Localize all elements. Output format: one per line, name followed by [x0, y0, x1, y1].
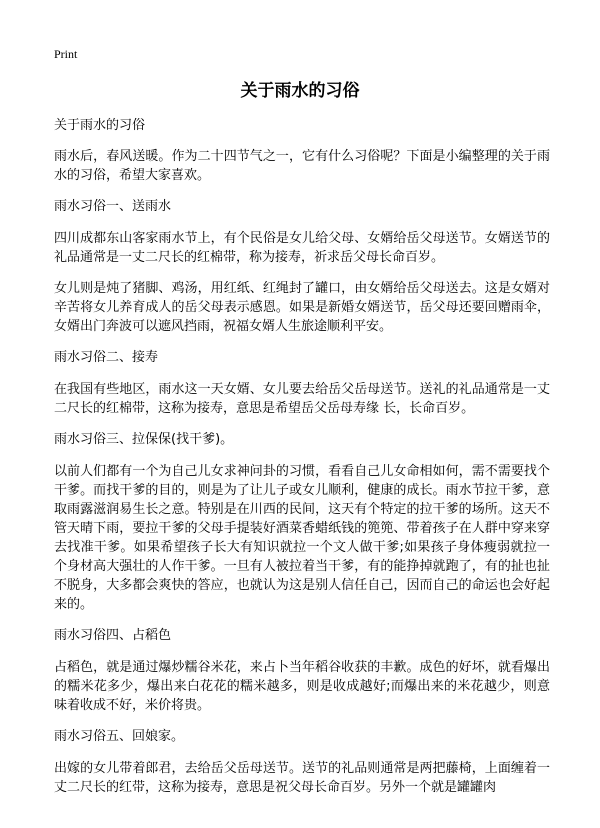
custom-2-heading: 雨水习俗二、接寿 — [54, 350, 159, 365]
custom-1-heading: 雨水习俗一、送雨水 — [54, 199, 172, 214]
page-title: 关于雨水的习俗 — [240, 81, 360, 101]
custom-3-heading: 雨水习俗三、拉保保(找干爹)。 — [54, 432, 234, 447]
custom-4-heading: 雨水习俗四、占稻色 — [54, 628, 172, 643]
print-link[interactable]: Print — [54, 47, 78, 61]
custom-4-paragraph: 占稻色，就是通过爆炒糯谷米花，来占卜当年稻谷收获的丰歉。成色的好坏，就看爆出的糯米花多少，爆出来白花花的糯米越多，则是收成越好;而爆出来的米花越少，则意味着收成不好，米价将贵。 — [54, 660, 550, 713]
custom-1-paragraph-1: 四川成都东山客家雨水节上，有个民俗是女儿给父母、女婿给岳父母送节。女婿送节的礼品通常是一丈二尺长的红棉带，称为接寿，祈求岳父母长命百岁。 — [54, 231, 550, 265]
custom-3-paragraph: 以前人们都有一个为自己儿女求神问卦的习惯，看看自己儿女命相如何，需不需要找个干爹。而找干爹的目的，则是为了让儿子或女儿顺利，健康的成长。雨水节拉干爹，意取雨露滋润易生长之意。特别是在川西的民间，这天有个特定的拉干爹的场所。这天不管天晴下雨，要拉干爹的父母手提装好酒菜香蜡纸钱的篼篼、带着孩子在人群中穿来穿去找准干爹。如果希望孩子长大有知识就拉一个文人做干爹;如果孩子身体瘦弱就拉一个身材高大强壮的人作干爹。一旦有人被拉着当干爹，有的能挣掉就跑了，有的扯也扯不脱身，大多都会爽快的答应，也就认为这是别人信任自己，因而自己的命运也会好起来的。 — [54, 464, 550, 612]
custom-5-paragraph: 出嫁的女儿带着郎君，去给岳父岳母送节。送节的礼品则通常是两把藤椅，上面缠着一丈二尺长的红带，这称为接寿，意思是祝父母长命百岁。另外一个就是罐罐肉 — [54, 761, 550, 795]
custom-5-heading: 雨水习俗五、回娘家。 — [54, 729, 185, 744]
intro-paragraph: 雨水后，春风送暖。作为二十四节气之一，它有什么习俗呢？下面是小编整理的关于雨水的习俗，希望大家喜欢。 — [54, 149, 550, 183]
custom-2-paragraph: 在我国有些地区，雨水这一天女婿、女儿要去给岳父岳母送节。送礼的礼品通常是一丈二尺长的红棉带，这称为接寿，意思是希望岳父岳母寿缘 长，长命百岁。 — [54, 382, 550, 416]
custom-1-paragraph-2: 女儿则是炖了猪脚、鸡汤，用红纸、红绳封了罐口，由女婿给岳父母送去。这是女婿对辛苦将女儿养育成人的岳父母表示感恩。如果是新婚女婿送节，岳父母还要回赠雨伞，女婿出门奔波可以遮风挡雨，祝福女婿人生旅途顺利平安。 — [54, 281, 550, 334]
section-subtitle: 关于雨水的习俗 — [54, 118, 146, 133]
article-body — [54, 116, 550, 809]
